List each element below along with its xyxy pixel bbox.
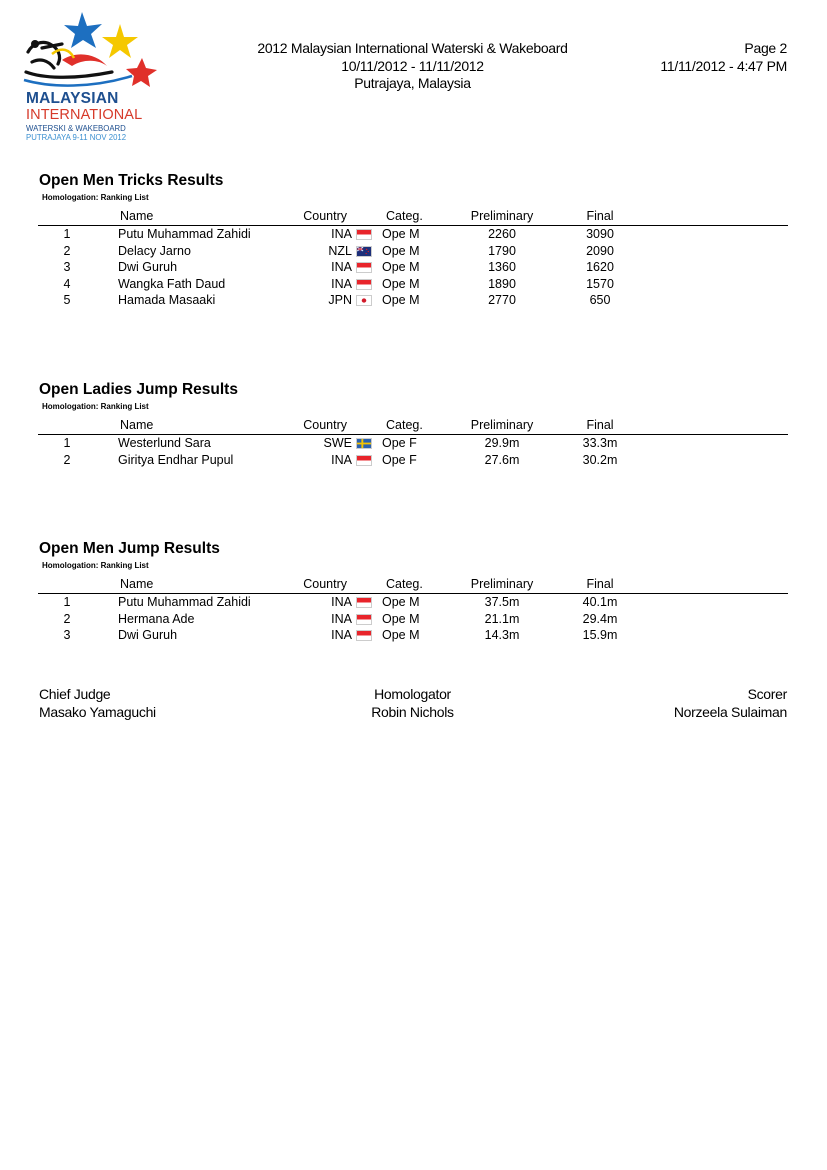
country-code-cell: INA	[331, 595, 352, 609]
final-score-cell: 1570	[586, 276, 614, 291]
final-score-cell: 1620	[586, 260, 614, 274]
name-column-header: Name	[120, 577, 154, 591]
rank-cell: 1	[63, 436, 71, 450]
rank-cell: 4	[63, 276, 71, 291]
results-table-body	[38, 436, 790, 469]
preliminary-score-cell: 21.1m	[484, 611, 520, 626]
country-flag-icon	[356, 597, 372, 608]
header-rule	[38, 434, 788, 435]
table-row	[38, 244, 790, 261]
event-logo	[22, 10, 162, 145]
results-table-body	[38, 227, 790, 310]
homologator-name: Robin Nichols	[371, 704, 454, 720]
header-rule	[38, 225, 788, 226]
table-row	[38, 277, 790, 294]
category-cell: Ope M	[382, 595, 420, 609]
table-row	[38, 227, 790, 244]
report-header	[200, 40, 625, 93]
country-code-cell: INA	[331, 628, 352, 642]
homologation-label: Homologation: Ranking List	[42, 193, 149, 202]
page-number: Page 2	[744, 40, 787, 56]
country-code-cell: INA	[331, 260, 352, 274]
preliminary-column-header: Preliminary	[470, 209, 534, 223]
country-code-cell: NZL	[328, 243, 352, 258]
final-score-cell: 29.4m	[582, 611, 618, 626]
category-cell: Ope M	[382, 611, 420, 626]
country-code-cell: INA	[331, 611, 352, 626]
final-score-cell: 15.9m	[582, 628, 618, 642]
category-cell: Ope M	[382, 293, 420, 307]
country-flag-icon	[356, 262, 372, 273]
category-column-header: Categ.	[386, 209, 423, 223]
preliminary-score-cell: 29.9m	[484, 436, 520, 450]
event-title: 2012 Malaysian International Waterski & Wakeboard	[257, 40, 568, 56]
final-score-cell: 3090	[586, 227, 614, 241]
athlete-name-cell: Wangka Fath Daud	[118, 276, 226, 291]
country-flag-icon	[356, 630, 372, 641]
athlete-name-cell: Giritya Endhar Pupul	[118, 452, 234, 467]
country-code-cell: SWE	[323, 436, 352, 450]
category-cell: Ope M	[382, 243, 420, 258]
rank-cell: 1	[63, 595, 71, 609]
table-row	[38, 436, 790, 453]
preliminary-score-cell: 1360	[488, 260, 516, 274]
page-info	[660, 40, 787, 75]
country-flag-icon	[356, 455, 372, 466]
section-title: Open Ladies Jump Results	[39, 381, 238, 398]
country-code-cell: INA	[331, 452, 352, 467]
header-rule	[38, 593, 788, 594]
athlete-name-cell: Hermana Ade	[118, 611, 195, 626]
final-score-cell: 2090	[586, 243, 614, 258]
homologation-label: Homologation: Ranking List	[42, 402, 149, 411]
logo-text-malaysian: MALAYSIAN	[26, 90, 119, 107]
country-column-header: Country	[303, 209, 347, 223]
country-column-header: Country	[303, 418, 347, 432]
final-column-header: Final	[586, 209, 614, 223]
country-flag-icon	[356, 229, 372, 240]
final-column-header: Final	[586, 418, 614, 432]
preliminary-score-cell: 2260	[488, 227, 516, 241]
column-header-row	[38, 577, 790, 593]
athlete-name-cell: Hamada Masaaki	[118, 293, 216, 307]
results-table-body	[38, 595, 790, 645]
table-row	[38, 453, 790, 470]
table-row	[38, 612, 790, 629]
homologator-signature	[330, 685, 495, 721]
preliminary-score-cell: 14.3m	[484, 628, 520, 642]
category-column-header: Categ.	[386, 418, 423, 432]
country-flag-icon	[356, 246, 372, 257]
country-flag-icon	[356, 279, 372, 290]
country-flag-icon	[356, 438, 372, 449]
printed-timestamp: 11/11/2012 - 4:47 PM	[660, 57, 787, 74]
chief-judge-signature	[39, 685, 156, 721]
logo-text-international: INTERNATIONAL	[26, 107, 143, 123]
section-title: Open Men Jump Results	[39, 540, 220, 557]
category-cell: Ope F	[382, 452, 417, 467]
table-row	[38, 293, 790, 310]
country-column-header: Country	[303, 577, 347, 591]
country-code-cell: INA	[331, 276, 352, 291]
name-column-header: Name	[120, 209, 154, 223]
final-column-header: Final	[586, 577, 614, 591]
preliminary-score-cell: 2770	[488, 293, 516, 307]
preliminary-score-cell: 37.5m	[484, 595, 520, 609]
category-cell: Ope M	[382, 227, 420, 241]
table-row	[38, 628, 790, 645]
name-column-header: Name	[120, 418, 154, 432]
final-score-cell: 40.1m	[582, 595, 618, 609]
logo-text-sport: WATERSKI & WAKEBOARD	[26, 124, 126, 133]
athlete-name-cell: Westerlund Sara	[118, 436, 211, 450]
final-score-cell: 650	[589, 293, 611, 307]
category-column-header: Categ.	[386, 577, 423, 591]
scorer-signature	[674, 685, 787, 721]
logo-stars-skier-graphic	[22, 10, 162, 92]
scorer-label: Scorer	[747, 686, 787, 702]
chief-judge-name: Masako Yamaguchi	[39, 704, 156, 720]
rank-cell: 2	[63, 452, 71, 467]
category-cell: Ope F	[382, 436, 417, 450]
event-location: Putrajaya, Malaysia	[354, 75, 471, 91]
preliminary-score-cell: 1790	[488, 243, 516, 258]
athlete-name-cell: Putu Muhammad Zahidi	[118, 595, 251, 609]
country-flag-icon	[356, 295, 372, 306]
logo-text-venue-dates: PUTRAJAYA 9-11 NOV 2012	[26, 133, 127, 142]
category-cell: Ope M	[382, 260, 420, 274]
chief-judge-label: Chief Judge	[39, 686, 111, 702]
preliminary-column-header: Preliminary	[470, 418, 534, 432]
table-row	[38, 260, 790, 277]
country-flag-icon	[356, 614, 372, 625]
rank-cell: 2	[63, 243, 71, 258]
preliminary-score-cell: 27.6m	[484, 452, 520, 467]
category-cell: Ope M	[382, 628, 420, 642]
scorer-name: Norzeela Sulaiman	[673, 704, 787, 720]
country-code-cell: JPN	[328, 293, 352, 307]
rank-cell: 2	[63, 611, 71, 626]
athlete-name-cell: Putu Muhammad Zahidi	[118, 227, 251, 241]
event-dates: 10/11/2012 - 11/11/2012	[341, 57, 484, 74]
rank-cell: 1	[63, 227, 71, 241]
preliminary-score-cell: 1890	[488, 276, 516, 291]
rank-cell: 5	[63, 293, 71, 307]
rank-cell: 3	[63, 260, 71, 274]
preliminary-column-header: Preliminary	[470, 577, 534, 591]
section-title: Open Men Tricks Results	[39, 172, 224, 189]
homologator-label: Homologator	[374, 686, 451, 702]
table-row	[38, 595, 790, 612]
rank-cell: 3	[63, 628, 71, 642]
homologation-label: Homologation: Ranking List	[42, 561, 149, 570]
final-score-cell: 30.2m	[582, 452, 618, 467]
category-cell: Ope M	[382, 276, 420, 291]
column-header-row	[38, 418, 790, 434]
athlete-name-cell: Dwi Guruh	[118, 628, 178, 642]
column-header-row	[38, 209, 790, 225]
athlete-name-cell: Delacy Jarno	[118, 243, 191, 258]
final-score-cell: 33.3m	[582, 436, 618, 450]
athlete-name-cell: Dwi Guruh	[118, 260, 178, 274]
country-code-cell: INA	[331, 227, 352, 241]
